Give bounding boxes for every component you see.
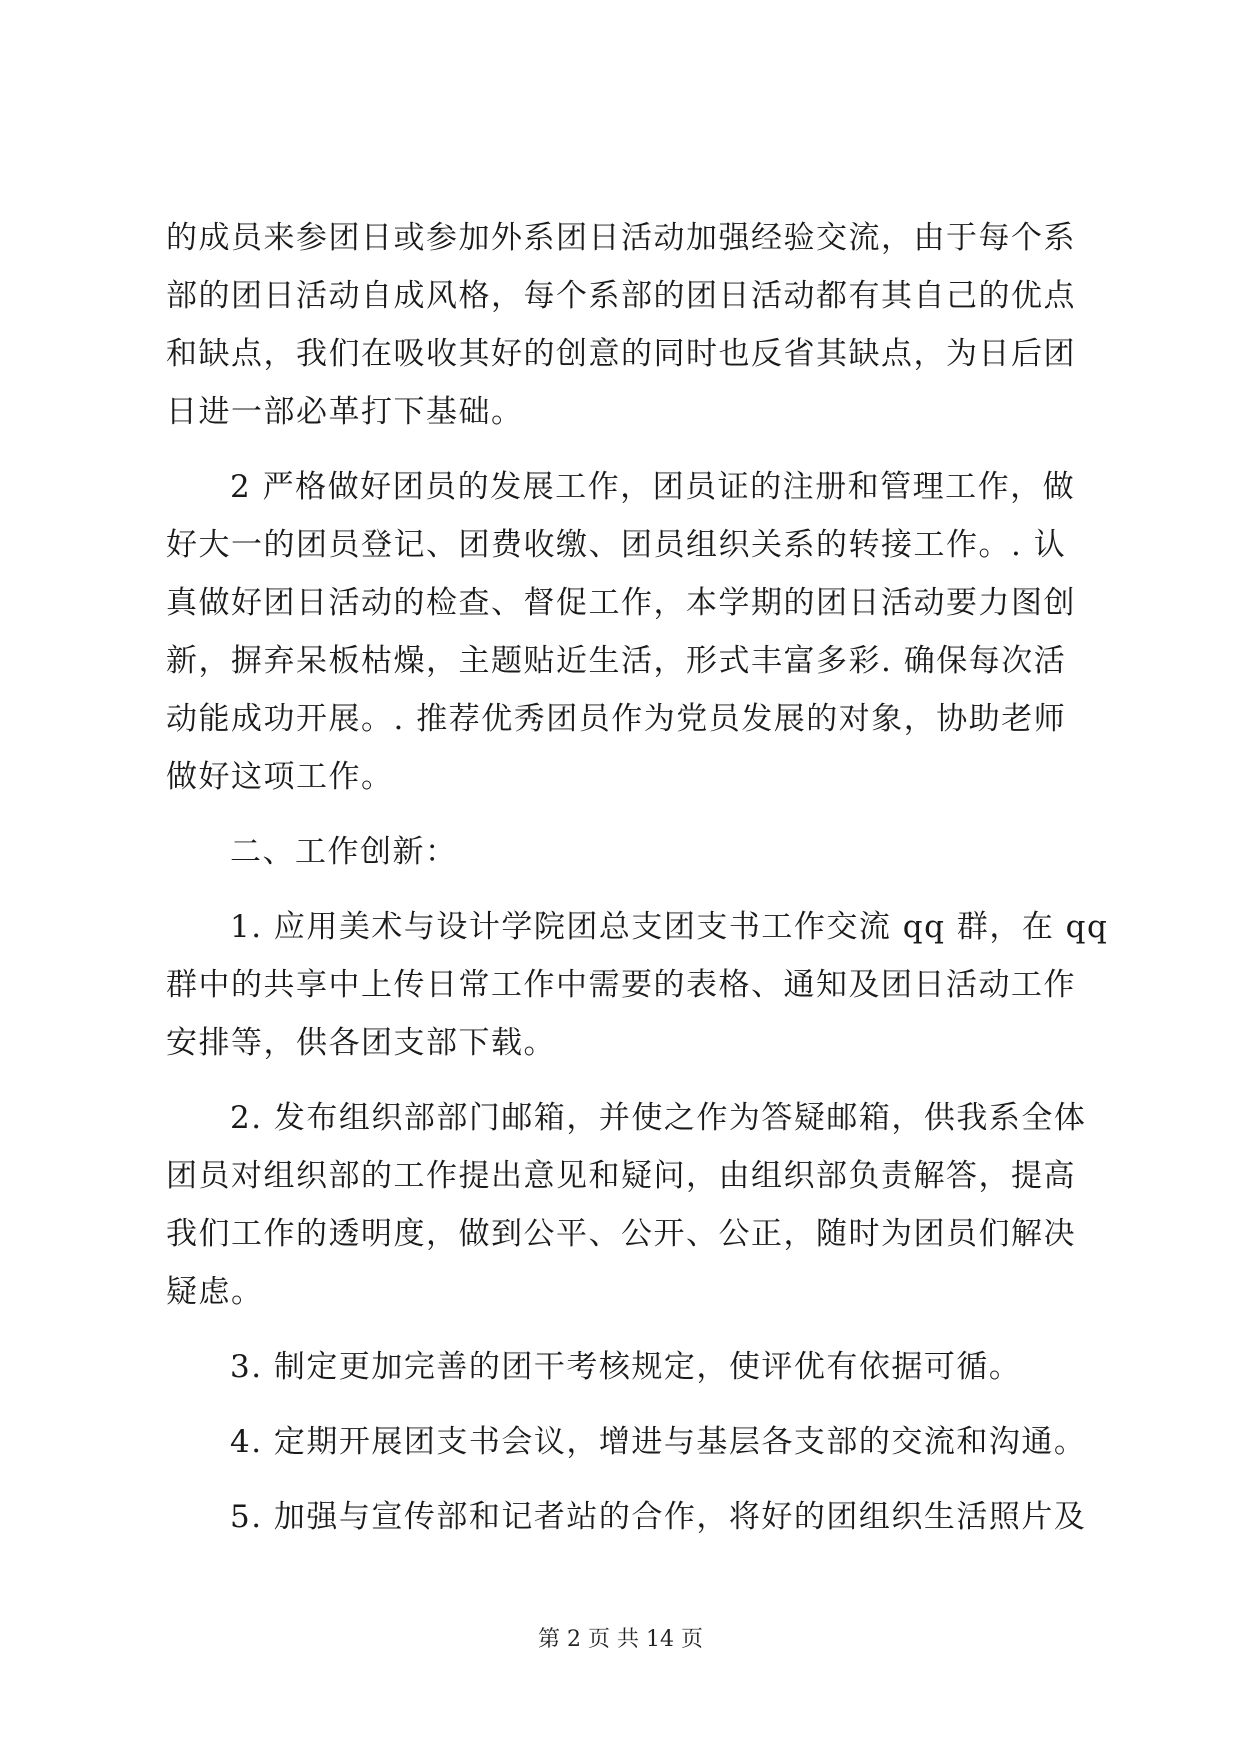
text-line: 团员对组织部的工作提出意见和疑问，由组织部负责解答，提高 (166, 1158, 1076, 1194)
paragraph-first-line: 5. 加强与宣传部和记者站的合作，将好的团组织生活照片及 (230, 1499, 1087, 1535)
text-line: 新，摒弃呆板枯燥，主题贴近生活，形式丰富多彩. 确保每次活 (166, 643, 1067, 679)
text-line: 部的团日活动自成风格，每个系部的团日活动都有其自己的优点 (166, 278, 1076, 314)
text-line: 安排等，供各团支部下载。 (166, 1025, 556, 1061)
paragraph-first-line: 3. 制定更加完善的团干考核规定，使评优有依据可循。 (230, 1349, 1022, 1385)
section-heading: 二、工作创新： (230, 834, 458, 870)
text-line: 群中的共享中上传日常工作中需要的表格、通知及团日活动工作 (166, 967, 1076, 1003)
paragraph-first-line: 1. 应用美术与设计学院团总支团支书工作交流 qq 群，在 qq (230, 909, 1109, 945)
text-line: 动能成功开展。. 推荐优秀团员作为党员发展的对象，协助老师 (166, 701, 1067, 737)
text-line: 我们工作的透明度，做到公平、公开、公正，随时为团员们解决 (166, 1216, 1076, 1252)
paragraph-first-line: 4. 定期开展团支书会议，增进与基层各支部的交流和沟通。 (230, 1424, 1087, 1460)
text-line: 做好这项工作。 (166, 759, 394, 795)
text-line: 好大一的团员登记、团费收缴、团员组织关系的转接工作。. 认 (166, 527, 1067, 563)
text-line: 疑虑。 (166, 1274, 264, 1310)
text-line: 的成员来参团日或参加外系团日活动加强经验交流，由于每个系 (166, 220, 1076, 256)
page-number-footer: 第 2 页 共 14 页 (538, 1627, 703, 1652)
text-line: 和缺点，我们在吸收其好的创意的同时也反省其缺点，为日后团 (166, 336, 1076, 372)
text-line: 日进一部必革打下基础。 (166, 394, 524, 430)
text-line: 真做好团日活动的检查、督促工作，本学期的团日活动要力图创 (166, 585, 1076, 621)
paragraph-first-line: 2. 发布组织部部门邮箱，并使之作为答疑邮箱，供我系全体 (230, 1100, 1087, 1136)
paragraph-first-line: 2 严格做好团员的发展工作，团员证的注册和管理工作，做 (230, 469, 1076, 505)
